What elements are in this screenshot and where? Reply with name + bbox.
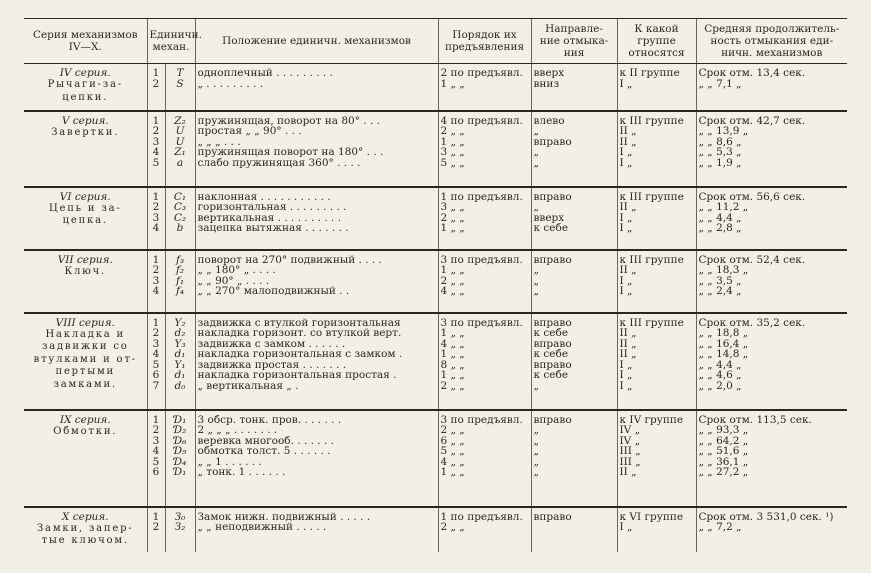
header-position: Положение единичн. механизмов (195, 19, 438, 64)
unit-symbol: Ɗ₄ (173, 456, 187, 467)
group-text-cell (617, 313, 696, 410)
group-text: I „ (619, 223, 633, 234)
series-name: IX серия. (59, 413, 111, 426)
direction-text-cell (531, 507, 617, 552)
position-text-cell (195, 507, 438, 552)
unit-symbol: d₂ (174, 328, 186, 339)
position-text: „ „ неподвижный . . . . . (197, 522, 327, 533)
duration-text: Срок отм. 13,4 сек. (698, 68, 806, 79)
duration-text: Срок отм. 52,4 сек. (698, 254, 806, 265)
direction-text-cell (531, 313, 617, 410)
header-direction: Направле- ние отмыка- ния (531, 19, 617, 64)
direction-text: „ (533, 446, 539, 457)
unit-symbol-cell (165, 250, 195, 313)
position-text: задвижка простая . . . . . . . (197, 359, 347, 370)
order-text: 3 по предъявл. (440, 254, 523, 265)
group-text: III „ (619, 456, 641, 467)
group-text: I „ (619, 78, 633, 89)
unit-number: 2 (152, 265, 160, 276)
order-text: 4 „ „ (440, 338, 465, 349)
order-text: 5 „ „ (440, 446, 465, 457)
direction-text: к себе (533, 349, 569, 360)
position-text: накладка горизонтальная простая . (197, 370, 397, 381)
position-text: „ „ „ . . . (197, 136, 241, 147)
order-text: 1 „ „ (440, 136, 465, 147)
direction-text: „ (533, 265, 539, 276)
duration-text: Срок отм. 42,7 сек. (698, 115, 806, 126)
series-cell (24, 187, 147, 250)
duration-text: „ „ 51,6 „ (698, 446, 749, 457)
unit-symbol: Y₂ (174, 317, 186, 328)
position-text: вертикальная . . . . . . . . . . (197, 212, 342, 223)
order-text: 5 „ „ (440, 157, 465, 168)
unit-symbol: T (176, 68, 184, 79)
order-text: 3 по предъявл. (440, 414, 523, 425)
group-text: I „ (619, 212, 633, 223)
header-duration: Средняя продолжитель- ность отмыкания еди- ничн. механизмов (696, 19, 847, 64)
group-text: II „ (619, 126, 637, 137)
unit-symbol-cell (165, 313, 195, 410)
unit-symbol: C₃ (173, 202, 187, 213)
duration-text: „ „ 4,6 „ (698, 370, 742, 381)
unit-symbol: З₀ (174, 511, 186, 522)
unit-symbol-cell (165, 410, 195, 507)
duration-text: „ „ 2,0 „ (698, 380, 742, 391)
unit-number-cell (147, 250, 165, 313)
direction-text (534, 522, 615, 533)
group-text: II „ (619, 202, 637, 213)
position-text: обмотка толст. 5 . . . . . . (197, 446, 331, 457)
direction-text: „ (533, 126, 539, 137)
unit-symbol: C₂ (173, 212, 187, 223)
unit-symbol: Ɗ₂ (173, 425, 187, 436)
position-text: поворот на 270° подвижный . . . . (197, 254, 382, 265)
header-series: Серия механизмов IV—X. (24, 19, 147, 64)
direction-text: вверх (533, 212, 565, 223)
direction-text: вправо (533, 136, 572, 147)
unit-number-cell (147, 507, 165, 552)
unit-number-cell (147, 313, 165, 410)
unit-number: 3 (152, 275, 160, 286)
duration-text: „ „ 3,5 „ (698, 275, 742, 286)
order-text: 3 „ „ (440, 202, 465, 213)
direction-text: к себе (533, 223, 569, 234)
unit-number: 7 (152, 380, 160, 391)
duration-text-cell (696, 187, 847, 250)
direction-text: „ (533, 456, 539, 467)
position-text-cell (195, 313, 438, 410)
unit-number-cell (147, 410, 165, 507)
order-text: 2 по предъявл. (440, 68, 523, 79)
duration-text: „ „ 93,3 „ (698, 425, 749, 436)
series-cell (24, 250, 147, 313)
position-text: 3 обср. тонк. пров. . . . . . . (197, 414, 342, 425)
unit-symbol: b (176, 223, 184, 234)
order-text: 1 по предъявл. (440, 191, 523, 202)
duration-text: Срок отм. 113,5 сек. (698, 414, 812, 425)
unit-number: 1 (152, 317, 160, 328)
unit-number: 5 (152, 359, 160, 370)
duration-text-cell (696, 410, 847, 507)
position-text: „ „ 1 . . . . . . (197, 456, 262, 467)
unit-number-cell (147, 64, 165, 111)
position-text: зацепка вытяжная . . . . . . . (197, 223, 349, 234)
duration-text-cell (696, 64, 847, 111)
duration-text: „ „ 2,8 „ (698, 223, 742, 234)
group-text: II „ (619, 349, 637, 360)
series-description: Рычаги-за- цепки. (47, 79, 123, 103)
unit-number: 3 (152, 136, 160, 147)
duration-text: „ „ 13,9 „ (698, 126, 749, 137)
unit-symbol: Ɗ₁ (173, 467, 187, 478)
position-text: слабо пружинящая 360° . . . . (197, 157, 361, 168)
unit-symbol: З₂ (174, 522, 186, 533)
position-text: пружинящая поворот на 180° . . . (197, 147, 384, 158)
series-group (24, 410, 847, 507)
unit-symbol: d₁ (174, 370, 186, 381)
order-text: 2 „ „ (440, 425, 465, 436)
unit-symbol: Y₁ (174, 359, 186, 370)
series-cell (24, 507, 147, 552)
direction-text: „ (533, 380, 539, 391)
order-text: 1 „ „ (440, 370, 465, 381)
order-text-cell (438, 250, 531, 313)
group-text-cell (617, 64, 696, 111)
series-group (24, 64, 847, 111)
direction-text: вниз (533, 78, 560, 89)
group-text: II „ (619, 328, 637, 339)
direction-text: вправо (533, 317, 572, 328)
group-text: к VI группе (619, 511, 684, 522)
position-text: горизонтальная . . . . . . . . . (197, 202, 347, 213)
group-text: I „ (619, 522, 633, 533)
position-text: простая „ „ 90° . . . (197, 126, 302, 137)
unit-symbol: S (176, 78, 184, 89)
unit-number: 1 (152, 414, 160, 425)
series-description: Завертки. (51, 126, 120, 138)
group-text: I „ (619, 157, 633, 168)
unit-number: 1 (152, 254, 160, 265)
direction-text: вправо (533, 254, 572, 265)
order-text: 6 „ „ (440, 435, 465, 446)
series-name: X серия. (61, 510, 109, 523)
unit-number: 2 (152, 425, 160, 436)
order-text: 1 „ „ (440, 349, 465, 360)
direction-text: вправо (533, 359, 572, 370)
position-text: задвижка с замком . . . . . . (197, 338, 346, 349)
header-row (24, 19, 847, 64)
group-text-cell (617, 250, 696, 313)
unit-symbol: f₃ (175, 254, 185, 265)
unit-symbol: f₄ (175, 286, 185, 297)
unit-symbol: d₀ (174, 380, 186, 391)
order-text: 2 „ „ (440, 522, 465, 533)
group-text-cell (617, 111, 696, 187)
unit-symbol: U (175, 136, 185, 147)
series-group (24, 507, 847, 552)
position-text: одноплечный . . . . . . . . . (197, 68, 333, 79)
position-text: „ тонк. 1 . . . . . . (197, 467, 286, 478)
order-text: 1 „ „ (440, 78, 465, 89)
position-text-cell (195, 111, 438, 187)
unit-symbol: d₁ (174, 349, 186, 360)
unit-number: 4 (152, 223, 160, 234)
position-text: „ „ 180° „ . . . . (197, 265, 276, 276)
position-text: „ вертикальная „ . (197, 380, 299, 391)
unit-symbol: U (175, 126, 185, 137)
header-unit: Единичн. механ. (147, 19, 195, 64)
unit-number: 6 (152, 467, 160, 478)
group-text: I „ (619, 147, 633, 158)
direction-text-cell (531, 410, 617, 507)
order-text: 1 „ „ (440, 223, 465, 234)
group-text: к IV группе (619, 414, 684, 425)
direction-text: „ (533, 147, 539, 158)
mechanisms-table-wrapper (24, 18, 847, 552)
order-text: 2 „ „ (440, 275, 465, 286)
group-text: II „ (619, 338, 637, 349)
direction-text: „ (533, 275, 539, 286)
duration-text-cell (696, 111, 847, 187)
unit-number: 4 (152, 349, 160, 360)
order-text: 2 „ „ (440, 212, 465, 223)
duration-text: „ „ 64,2 „ (698, 435, 749, 446)
unit-number-cell (147, 111, 165, 187)
direction-text-cell (531, 64, 617, 111)
order-text: 1 „ „ (440, 265, 465, 276)
group-text: I „ (619, 370, 633, 381)
series-group (24, 111, 847, 187)
series-description: Цепь и за- цепка. (48, 202, 122, 226)
unit-symbol: f₁ (175, 275, 185, 286)
unit-number: 4 (152, 286, 160, 297)
position-text-cell (195, 410, 438, 507)
order-text: 4 „ „ (440, 286, 465, 297)
group-text: II „ (619, 265, 637, 276)
unit-number: 3 (152, 338, 160, 349)
unit-number: 1 (152, 191, 160, 202)
series-name: IV серия. (59, 67, 111, 79)
group-text: III „ (619, 446, 641, 457)
duration-text: „ „ 14,8 „ (698, 349, 749, 360)
series-cell (24, 111, 147, 187)
order-text-cell (438, 313, 531, 410)
duration-text: „ „ 36,1 „ (698, 456, 749, 467)
group-text: II „ (619, 136, 637, 147)
group-text-cell (617, 507, 696, 552)
direction-text: влево (533, 115, 565, 126)
unit-number: 1 (152, 68, 160, 79)
duration-text: „ „ 2,4 „ (698, 286, 742, 297)
position-text-cell (195, 64, 438, 111)
direction-text: „ (533, 202, 539, 213)
group-text: I „ (619, 286, 633, 297)
unit-number-cell (147, 187, 165, 250)
order-text: 8 „ „ (440, 359, 465, 370)
order-text-cell (438, 410, 531, 507)
duration-text-cell (696, 250, 847, 313)
unit-number: 4 (152, 446, 160, 457)
order-text: 2 „ „ (440, 126, 465, 137)
position-text: пружинящая, поворот на 80° . . . (197, 115, 380, 126)
direction-text: вправо (533, 414, 572, 425)
direction-text: вверх (533, 68, 565, 79)
direction-text: „ (533, 286, 539, 297)
duration-text: „ „ 18,8 „ (698, 328, 749, 339)
position-text: накладка горизонтальная с замком . (197, 349, 403, 360)
position-text: „ „ 270° малоподвижный . . (197, 286, 350, 297)
unit-symbol: Ɗ₁ (173, 414, 187, 425)
series-group (24, 313, 847, 410)
unit-number: 6 (152, 370, 160, 381)
position-text: веревка многооб. . . . . . . (197, 435, 334, 446)
position-text: 2 „ „ „ . . . . . . . (197, 425, 278, 436)
direction-text: „ (533, 425, 539, 436)
position-text: Замок нижн. подвижный . . . . . (197, 511, 371, 522)
order-text-cell (438, 187, 531, 250)
unit-number: 1 (152, 115, 160, 126)
unit-number: 2 (152, 78, 160, 89)
position-text-cell (195, 250, 438, 313)
direction-text: „ (533, 467, 539, 478)
unit-symbol: Ɗ₆ (173, 435, 187, 446)
series-name: VI серия. (59, 190, 111, 203)
unit-symbol: a (176, 157, 184, 168)
header-group: К какой группе относятся (617, 19, 696, 64)
unit-number: 2 (152, 126, 160, 137)
duration-text: „ „ 27,2 „ (698, 467, 749, 478)
series-description: Накладка и задвижки со втулками и от- пертыми замками. (33, 328, 137, 390)
unit-symbol: Ɗ₅ (173, 446, 187, 457)
direction-text-cell (531, 187, 617, 250)
unit-number: 2 (152, 202, 160, 213)
series-cell (24, 410, 147, 507)
duration-text: „ „ 16,4 „ (698, 338, 749, 349)
group-text: I „ (619, 380, 633, 391)
duration-text: „ „ 7,2 „ (698, 522, 742, 533)
series-group (24, 187, 847, 250)
group-text: I „ (619, 359, 633, 370)
duration-text: „ „ 18,3 „ (698, 265, 749, 276)
order-text-cell (438, 507, 531, 552)
direction-text: „ (533, 157, 539, 168)
direction-text: вправо (533, 338, 572, 349)
unit-symbol-cell (165, 111, 195, 187)
unit-symbol-cell (165, 187, 195, 250)
series-group (24, 250, 847, 313)
order-text: 2 „ „ (440, 380, 465, 391)
order-text: 4 по предъявл. (440, 115, 523, 126)
order-text-cell (438, 111, 531, 187)
unit-symbol: f₂ (175, 265, 185, 276)
duration-text: „ „ 1,9 „ (698, 157, 742, 168)
unit-number: 2 (152, 328, 160, 339)
duration-text: „ „ 7,1 „ (698, 78, 742, 89)
series-name: VIII серия. (55, 316, 115, 329)
unit-number: 1 (152, 511, 160, 522)
series-description: Замки, запер- тые ключом. (37, 522, 134, 546)
order-text-cell (438, 64, 531, 111)
direction-text: к себе (533, 328, 569, 339)
unit-number: 3 (152, 212, 160, 223)
position-text: задвижка с втулкой горизонтальная (197, 317, 401, 328)
duration-text: „ „ 11,2 „ (698, 202, 749, 213)
order-text: 4 „ „ (440, 456, 465, 467)
group-text: I „ (619, 275, 633, 286)
mechanisms-table (24, 18, 847, 552)
unit-symbol-cell (165, 64, 195, 111)
unit-number: 4 (152, 147, 160, 158)
unit-symbol: Y₃ (174, 338, 186, 349)
duration-text: Срок отм. 35,2 сек. (698, 317, 806, 328)
header-order: Порядок их предъявления (438, 19, 531, 64)
unit-number: 5 (152, 456, 160, 467)
direction-text-cell (531, 250, 617, 313)
series-name: V серия. (61, 114, 109, 127)
position-text: „ „ 90° „ . . . . (197, 275, 270, 286)
unit-number: 5 (152, 157, 160, 168)
duration-text: Срок отм. 56,6 сек. (698, 191, 806, 202)
direction-text: к себе (533, 370, 569, 381)
group-text-cell (617, 187, 696, 250)
duration-text-cell (696, 313, 847, 410)
group-text: к III группе (619, 317, 684, 328)
order-text: 3 по предъявл. (440, 317, 523, 328)
table-body (24, 64, 847, 552)
group-text: к II группе (619, 68, 680, 79)
group-text: IV „ (619, 425, 641, 436)
duration-text: „ „ 4,4 „ (698, 212, 742, 223)
duration-text-cell (696, 507, 847, 552)
unit-number: 2 (152, 522, 160, 533)
group-text: IV „ (619, 435, 641, 446)
order-text: 3 „ „ (440, 147, 465, 158)
series-name: VII серия. (57, 253, 113, 266)
duration-text: „ „ 8,6 „ (698, 136, 742, 147)
series-cell (24, 313, 147, 410)
series-cell (24, 64, 147, 111)
series-description: Обмотки. (53, 425, 118, 437)
duration-text: Срок отм. 3 531,0 сек. ¹) (698, 511, 834, 522)
direction-text: вправо (533, 191, 572, 202)
order-text: 1 по предъявл. (440, 511, 523, 522)
position-text: накладка горизонт. со втулкой верт. (197, 328, 402, 339)
position-text: наклонная . . . . . . . . . . . (197, 191, 331, 202)
group-text-cell (617, 410, 696, 507)
group-text: к III группе (619, 191, 684, 202)
unit-number: 3 (152, 435, 160, 446)
group-text: к III группе (619, 254, 684, 265)
order-text: 1 „ „ (440, 467, 465, 478)
unit-symbol: C₁ (173, 191, 187, 202)
direction-text: „ (533, 435, 539, 446)
duration-text: „ „ 4,4 „ (698, 359, 742, 370)
unit-symbol-cell (165, 507, 195, 552)
group-text: II „ (619, 467, 637, 478)
duration-text: „ „ 5,3 „ (698, 147, 742, 158)
position-text-cell (195, 187, 438, 250)
series-description: Ключ. (64, 265, 107, 277)
unit-symbol: Z₁ (174, 147, 186, 158)
position-text: „ . . . . . . . . . (197, 78, 264, 89)
direction-text-cell (531, 111, 617, 187)
group-text: к III группе (619, 115, 684, 126)
unit-symbol: Z₂ (174, 115, 186, 126)
direction-text: вправо (533, 511, 572, 522)
order-text: 1 „ „ (440, 328, 465, 339)
